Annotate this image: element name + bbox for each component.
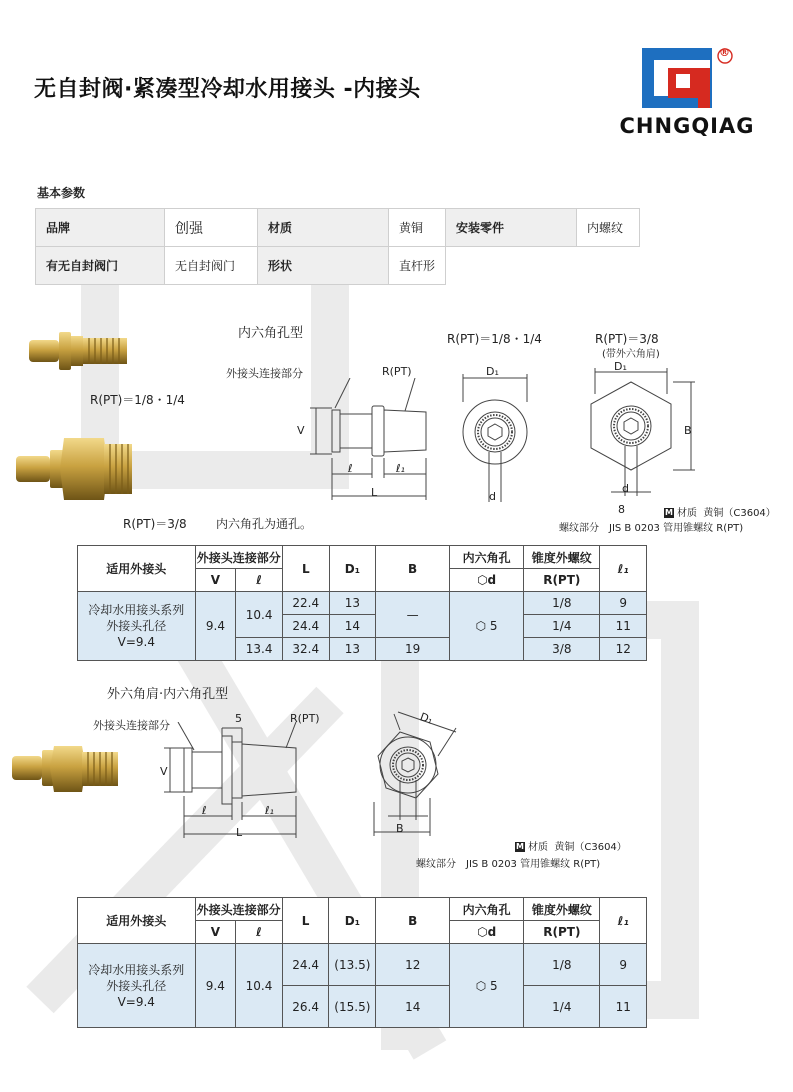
applicable-line: 外接头孔径 <box>106 978 167 993</box>
d1-cell: 13 <box>329 592 375 615</box>
dim-l-2: ℓ <box>202 804 207 817</box>
d1-cell: (13.5) <box>329 944 376 986</box>
table-row <box>78 592 647 615</box>
label-outer-connection-2: 外接头连接部分 <box>93 719 170 732</box>
rpt-cell: 3/8 <box>524 638 600 661</box>
l-cell: 10.4 <box>236 944 283 1028</box>
view2-d1: D₁ <box>614 360 627 373</box>
applicable-line: V=9.4 <box>117 994 155 1009</box>
hex-cell: ⬡ 5 <box>450 944 524 1028</box>
basic-params-heading: 基本参数 <box>37 186 86 200</box>
v-cell: 9.4 <box>195 944 236 1028</box>
L-cell: 24.4 <box>282 944 329 986</box>
view2-title: R(PT)＝3/8 <box>595 332 659 346</box>
param-value: 创强 <box>165 209 258 247</box>
col-l1: ℓ₁ <box>600 546 647 592</box>
col-hexd: ⬡d <box>450 921 524 944</box>
l1-cell: 11 <box>600 986 647 1028</box>
param-value: 内螺纹 <box>577 209 640 247</box>
applicable-line: 外接头孔径 <box>106 619 167 633</box>
l-cell: 13.4 <box>236 638 283 661</box>
dim-l: ℓ <box>348 462 353 475</box>
applicable-line: V=9.4 <box>117 635 155 649</box>
label-rpt: R(PT) <box>382 365 412 378</box>
col-applicable: 适用外接头 <box>78 546 196 592</box>
L-cell: 26.4 <box>282 986 329 1028</box>
col-L: L <box>282 898 329 944</box>
col-d1: D₁ <box>329 898 376 944</box>
col-v: V <box>195 569 236 592</box>
dim-5: 5 <box>235 712 242 725</box>
col-l1: ℓ₁ <box>600 898 647 944</box>
l1-cell: 9 <box>600 592 647 615</box>
params-row <box>36 209 640 247</box>
table-row <box>78 944 647 986</box>
dim-l1-2: ℓ₁ <box>265 804 274 817</box>
col-taper: 锥度外螺纹 <box>524 898 600 921</box>
type-title-1: 内六角孔型 <box>238 326 304 341</box>
col-d1: D₁ <box>329 546 375 592</box>
thread-note-1: 螺纹部分 JIS B 0203 管用锥螺纹 R(PT) <box>559 523 744 534</box>
d1-cell: 13 <box>329 638 375 661</box>
front-view-hex-2 <box>360 708 470 838</box>
rpt-cell: 1/4 <box>524 615 600 638</box>
l-cell: 10.4 <box>236 592 283 638</box>
side-view-drawing-1 <box>290 378 440 508</box>
col-taper: 锥度外螺纹 <box>524 546 600 569</box>
material-value: 黄铜（C3604） <box>554 842 627 853</box>
col-connection: 外接头连接部分 <box>195 546 282 569</box>
rpt-cell: 1/8 <box>524 592 600 615</box>
b-cell: 12 <box>376 944 450 986</box>
dim-v: V <box>297 424 305 437</box>
col-v: V <box>195 921 236 944</box>
registered-mark: ® <box>719 46 730 59</box>
view1-title: R(PT)＝1/8・1/4 <box>447 332 542 346</box>
view2-d: d <box>622 482 629 495</box>
col-applicable: 适用外接头 <box>78 898 196 944</box>
dim-v-2: V <box>160 765 168 778</box>
material-icon: M <box>516 842 524 851</box>
view2-sub: (带外六角肩) <box>602 349 660 360</box>
param-key: 材质 <box>258 209 389 247</box>
L-cell: 24.4 <box>282 615 329 638</box>
col-hexd: ⬡d <box>450 569 524 592</box>
brand-name: CHNGQIAG <box>619 114 755 138</box>
b-cell: — <box>376 592 450 638</box>
b-cell: 14 <box>376 986 450 1028</box>
side-view-drawing-2 <box>160 722 310 852</box>
label-outer-connection: 外接头连接部分 <box>226 367 303 380</box>
dim-l1: ℓ₁ <box>396 462 405 475</box>
applicable-line: 冷却水用接头系列 <box>88 962 185 977</box>
param-key: 有无自封阀门 <box>36 247 165 285</box>
label-rpt-2: R(PT) <box>290 712 320 725</box>
hex-cell: ⬡ 5 <box>450 592 524 661</box>
material-note-1 <box>664 504 776 519</box>
applicable-cell <box>78 592 196 661</box>
basic-params-table <box>35 208 640 285</box>
col-L: L <box>282 546 329 592</box>
applicable-line: 冷却水用接头系列 <box>88 603 185 617</box>
param-key: 品牌 <box>36 209 165 247</box>
view2-8: 8 <box>618 503 625 516</box>
param-key: 形状 <box>258 247 389 285</box>
view3-b: B <box>396 822 404 835</box>
applicable-cell <box>78 944 196 1028</box>
dim-L-2: L <box>236 826 243 839</box>
spec-table-1 <box>77 545 647 661</box>
hex-through-note: 内六角孔为通孔。 <box>216 517 313 531</box>
l1-cell: 12 <box>600 638 647 661</box>
L-cell: 32.4 <box>282 638 329 661</box>
table-header-row <box>78 898 647 921</box>
rpt-cell: 1/8 <box>524 944 600 986</box>
material-label: 材质 <box>677 508 697 519</box>
type-title-2: 外六角肩·内六角孔型 <box>107 687 229 702</box>
d1-cell: 14 <box>329 615 375 638</box>
param-key: 安装零件 <box>446 209 577 247</box>
col-b: B <box>376 898 450 944</box>
col-rpt: R(PT) <box>524 569 600 592</box>
col-hex: 内六角孔 <box>450 898 524 921</box>
param-value: 无自封阀门 <box>165 247 258 285</box>
col-b: B <box>376 546 450 592</box>
product-photo-hex <box>8 740 123 800</box>
material-value: 黄铜（C3604） <box>703 508 776 519</box>
dim-L: L <box>371 486 378 499</box>
view1-d: d <box>489 490 496 503</box>
product-photo-large <box>12 430 137 508</box>
view2-b: B <box>684 424 692 437</box>
rpt-cell: 1/4 <box>524 986 600 1028</box>
page-title: 无自封阀·紧凑型冷却水用接头 -内接头 <box>34 77 421 102</box>
param-value: 黄铜 <box>389 209 446 247</box>
d1-cell: (15.5) <box>329 986 376 1028</box>
material-icon: M <box>665 508 673 517</box>
product-photo-small <box>25 322 135 380</box>
param-value: 直杆形 <box>389 247 446 285</box>
view3-d1: D₁ <box>418 710 435 727</box>
spec-table-2 <box>77 897 647 1028</box>
material-label: 材质 <box>528 842 548 853</box>
b-cell: 19 <box>376 638 450 661</box>
photo-caption-small: R(PT)＝1/8・1/4 <box>90 393 185 407</box>
col-l: ℓ <box>236 921 283 944</box>
col-hex: 内六角孔 <box>450 546 524 569</box>
view1-d1: D₁ <box>486 365 499 378</box>
material-note-2 <box>515 838 627 853</box>
thread-note-2: 螺纹部分 JIS B 0203 管用锥螺纹 R(PT) <box>416 859 601 870</box>
l1-cell: 11 <box>600 615 647 638</box>
L-cell: 22.4 <box>282 592 329 615</box>
photo-caption-large: R(PT)＝3/8 <box>123 517 187 531</box>
col-rpt: R(PT) <box>524 921 600 944</box>
col-connection: 外接头连接部分 <box>195 898 282 921</box>
table-header-row <box>78 546 647 569</box>
v-cell: 9.4 <box>195 592 236 661</box>
l1-cell: 9 <box>600 944 647 986</box>
col-l: ℓ <box>236 569 283 592</box>
params-row <box>36 247 640 285</box>
